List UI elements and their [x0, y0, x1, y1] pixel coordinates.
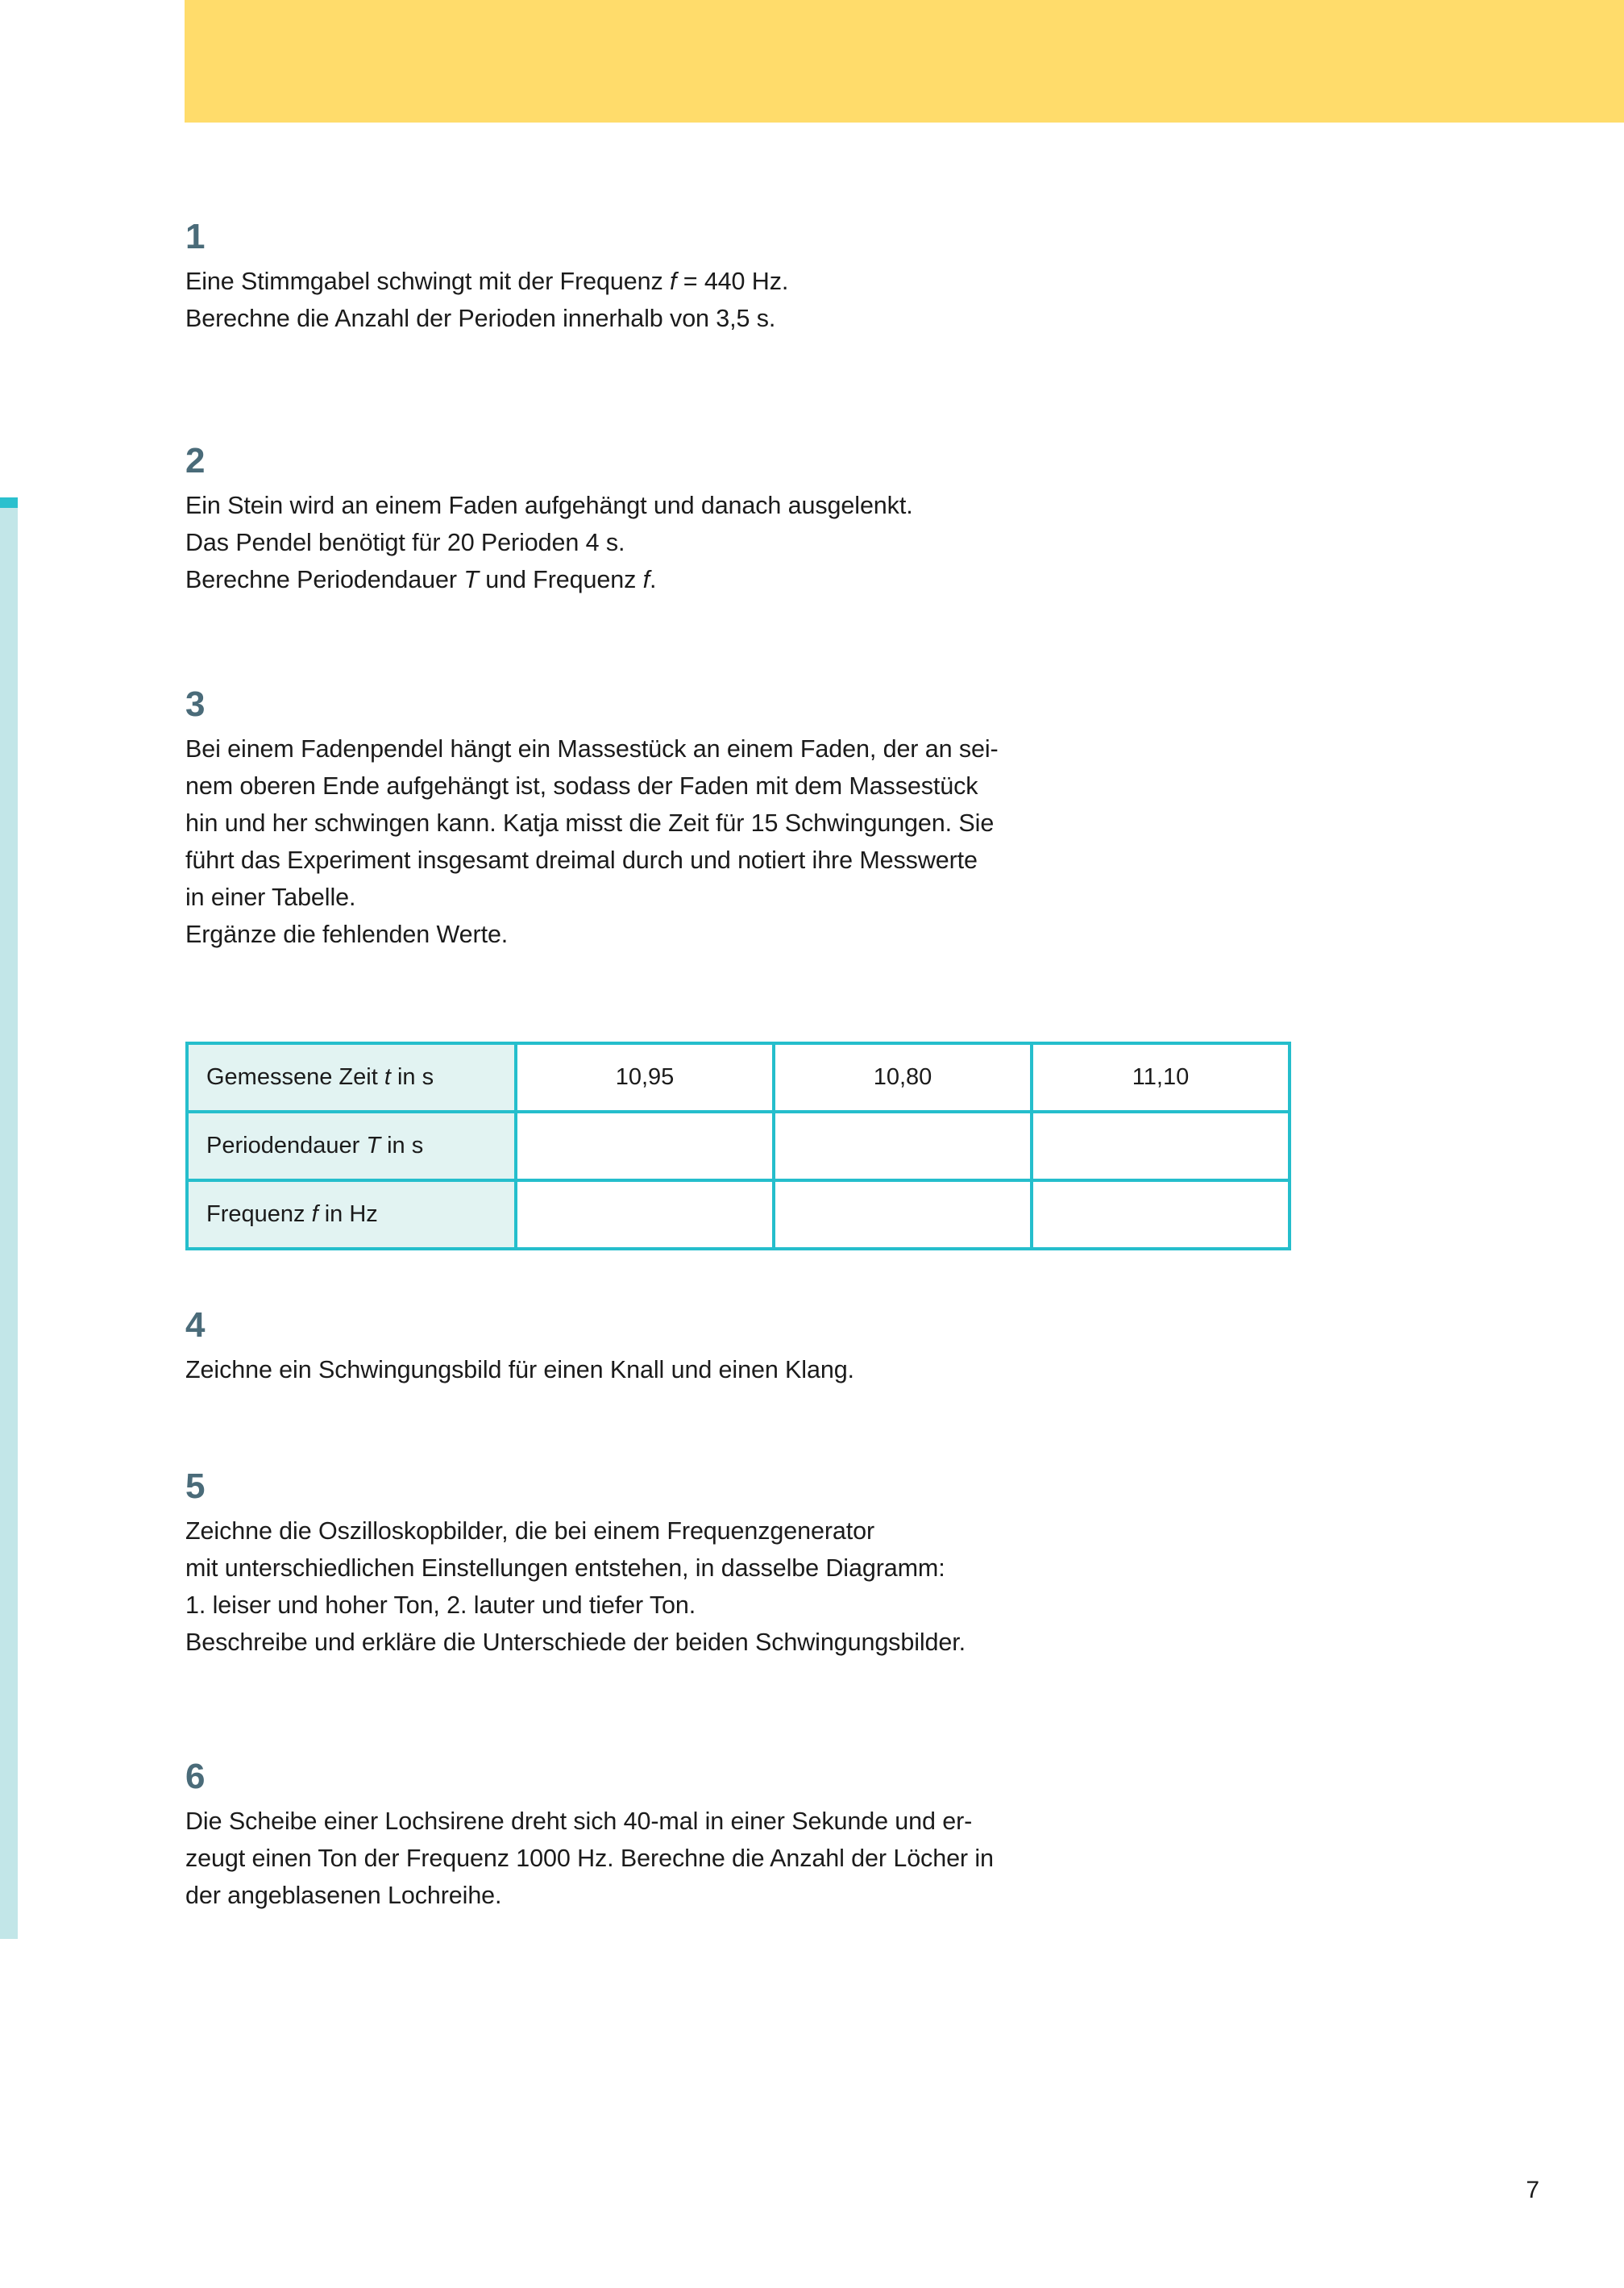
header-color-band: [185, 0, 1624, 123]
page-number: 7: [1526, 2177, 1539, 2203]
task-3-body: [185, 730, 999, 953]
task-1: [185, 219, 788, 337]
task-2: [185, 443, 913, 598]
cell-time-1[interactable]: 10,95: [516, 1043, 774, 1112]
task-1-number: 1: [185, 217, 206, 256]
row-label-period: Periodendauer T in s: [187, 1112, 516, 1180]
task-5-line-2: mit unterschiedlichen Einstellungen entstehen, in dasselbe Diagramm:: [185, 1554, 945, 1582]
cell-period-2[interactable]: [774, 1112, 1032, 1180]
task-5-number: 5: [185, 1466, 206, 1506]
task-6: [185, 1759, 994, 1914]
table-row: [187, 1043, 1290, 1112]
task-4-line-1: Zeichne ein Schwingungsbild für einen Knall und einen Klang.: [185, 1356, 854, 1383]
task-3-number: 3: [185, 684, 206, 724]
task-4: [185, 1305, 854, 1388]
cell-time-3[interactable]: 11,10: [1032, 1043, 1290, 1112]
task-1-line-1: Eine Stimmgabel schwingt mit der Frequenz f = 440 Hz.: [185, 268, 789, 295]
task-3-line-1: Bei einem Fadenpendel hängt ein Massestück an einem Faden, der an sei-: [185, 735, 999, 763]
cell-period-3[interactable]: [1032, 1112, 1290, 1180]
task-4-number: 4: [185, 1305, 206, 1345]
task-6-line-3: der angeblasenen Lochreihe.: [185, 1882, 502, 1909]
task-5-line-3: 1. leiser und hoher Ton, 2. lauter und tiefer Ton.: [185, 1591, 696, 1619]
task-1-body: [185, 263, 788, 337]
task-6-line-1: Die Scheibe einer Lochsirene dreht sich 40-mal in einer Sekunde und er-: [185, 1808, 973, 1835]
measurement-table-wrapper: [185, 1042, 1288, 1250]
measurement-table: [185, 1042, 1291, 1250]
task-6-body: [185, 1803, 994, 1914]
cell-time-2[interactable]: 10,80: [774, 1043, 1032, 1112]
chapter-edge-tab: [0, 497, 18, 1939]
row-label-frequency: Frequenz f in Hz: [187, 1180, 516, 1249]
cell-period-1[interactable]: [516, 1112, 774, 1180]
chapter-edge-tab-cap: [0, 497, 18, 508]
task-5-line-4: Beschreibe und erkläre die Unterschiede der beiden Schwingungsbilder.: [185, 1629, 966, 1656]
task-2-line-1: Ein Stein wird an einem Faden aufgehängt und danach ausgelenkt.: [185, 492, 913, 519]
task-3-line-5: in einer Tabelle.: [185, 884, 356, 911]
task-6-line-2: zeugt einen Ton der Frequenz 1000 Hz. Berechne die Anzahl der Löcher in: [185, 1845, 994, 1872]
cell-frequency-2[interactable]: [774, 1180, 1032, 1249]
cell-frequency-3[interactable]: [1032, 1180, 1290, 1249]
table-row: [187, 1180, 1290, 1249]
task-2-body: [185, 487, 913, 598]
task-3: [185, 684, 999, 953]
task-5-line-1: Zeichne die Oszilloskopbilder, die bei einem Frequenzgenerator: [185, 1517, 875, 1545]
task-2-number: 2: [185, 441, 206, 480]
task-1-line-2: Berechne die Anzahl der Perioden innerhalb von 3,5 s.: [185, 305, 776, 332]
task-2-line-2: Das Pendel benötigt für 20 Perioden 4 s.: [185, 529, 625, 556]
task-3-line-2: nem oberen Ende aufgehängt ist, sodass der Faden mit dem Massestück: [185, 772, 978, 800]
task-2-line-3: Berechne Periodendauer T und Frequenz f.: [185, 566, 657, 593]
row-label-measured-time: Gemessene Zeit t in s: [187, 1043, 516, 1112]
task-3-line-4: führt das Experiment insgesamt dreimal durch und notiert ihre Messwerte: [185, 847, 978, 874]
cell-frequency-1[interactable]: [516, 1180, 774, 1249]
task-5-body: [185, 1512, 966, 1661]
task-3-line-6: Ergänze die fehlenden Werte.: [185, 921, 509, 948]
task-4-body: [185, 1351, 854, 1388]
task-3-line-3: hin und her schwingen kann. Katja misst die Zeit für 15 Schwingungen. Sie: [185, 809, 995, 837]
table-row: [187, 1112, 1290, 1180]
task-5: [185, 1466, 966, 1661]
task-6-number: 6: [185, 1757, 206, 1796]
